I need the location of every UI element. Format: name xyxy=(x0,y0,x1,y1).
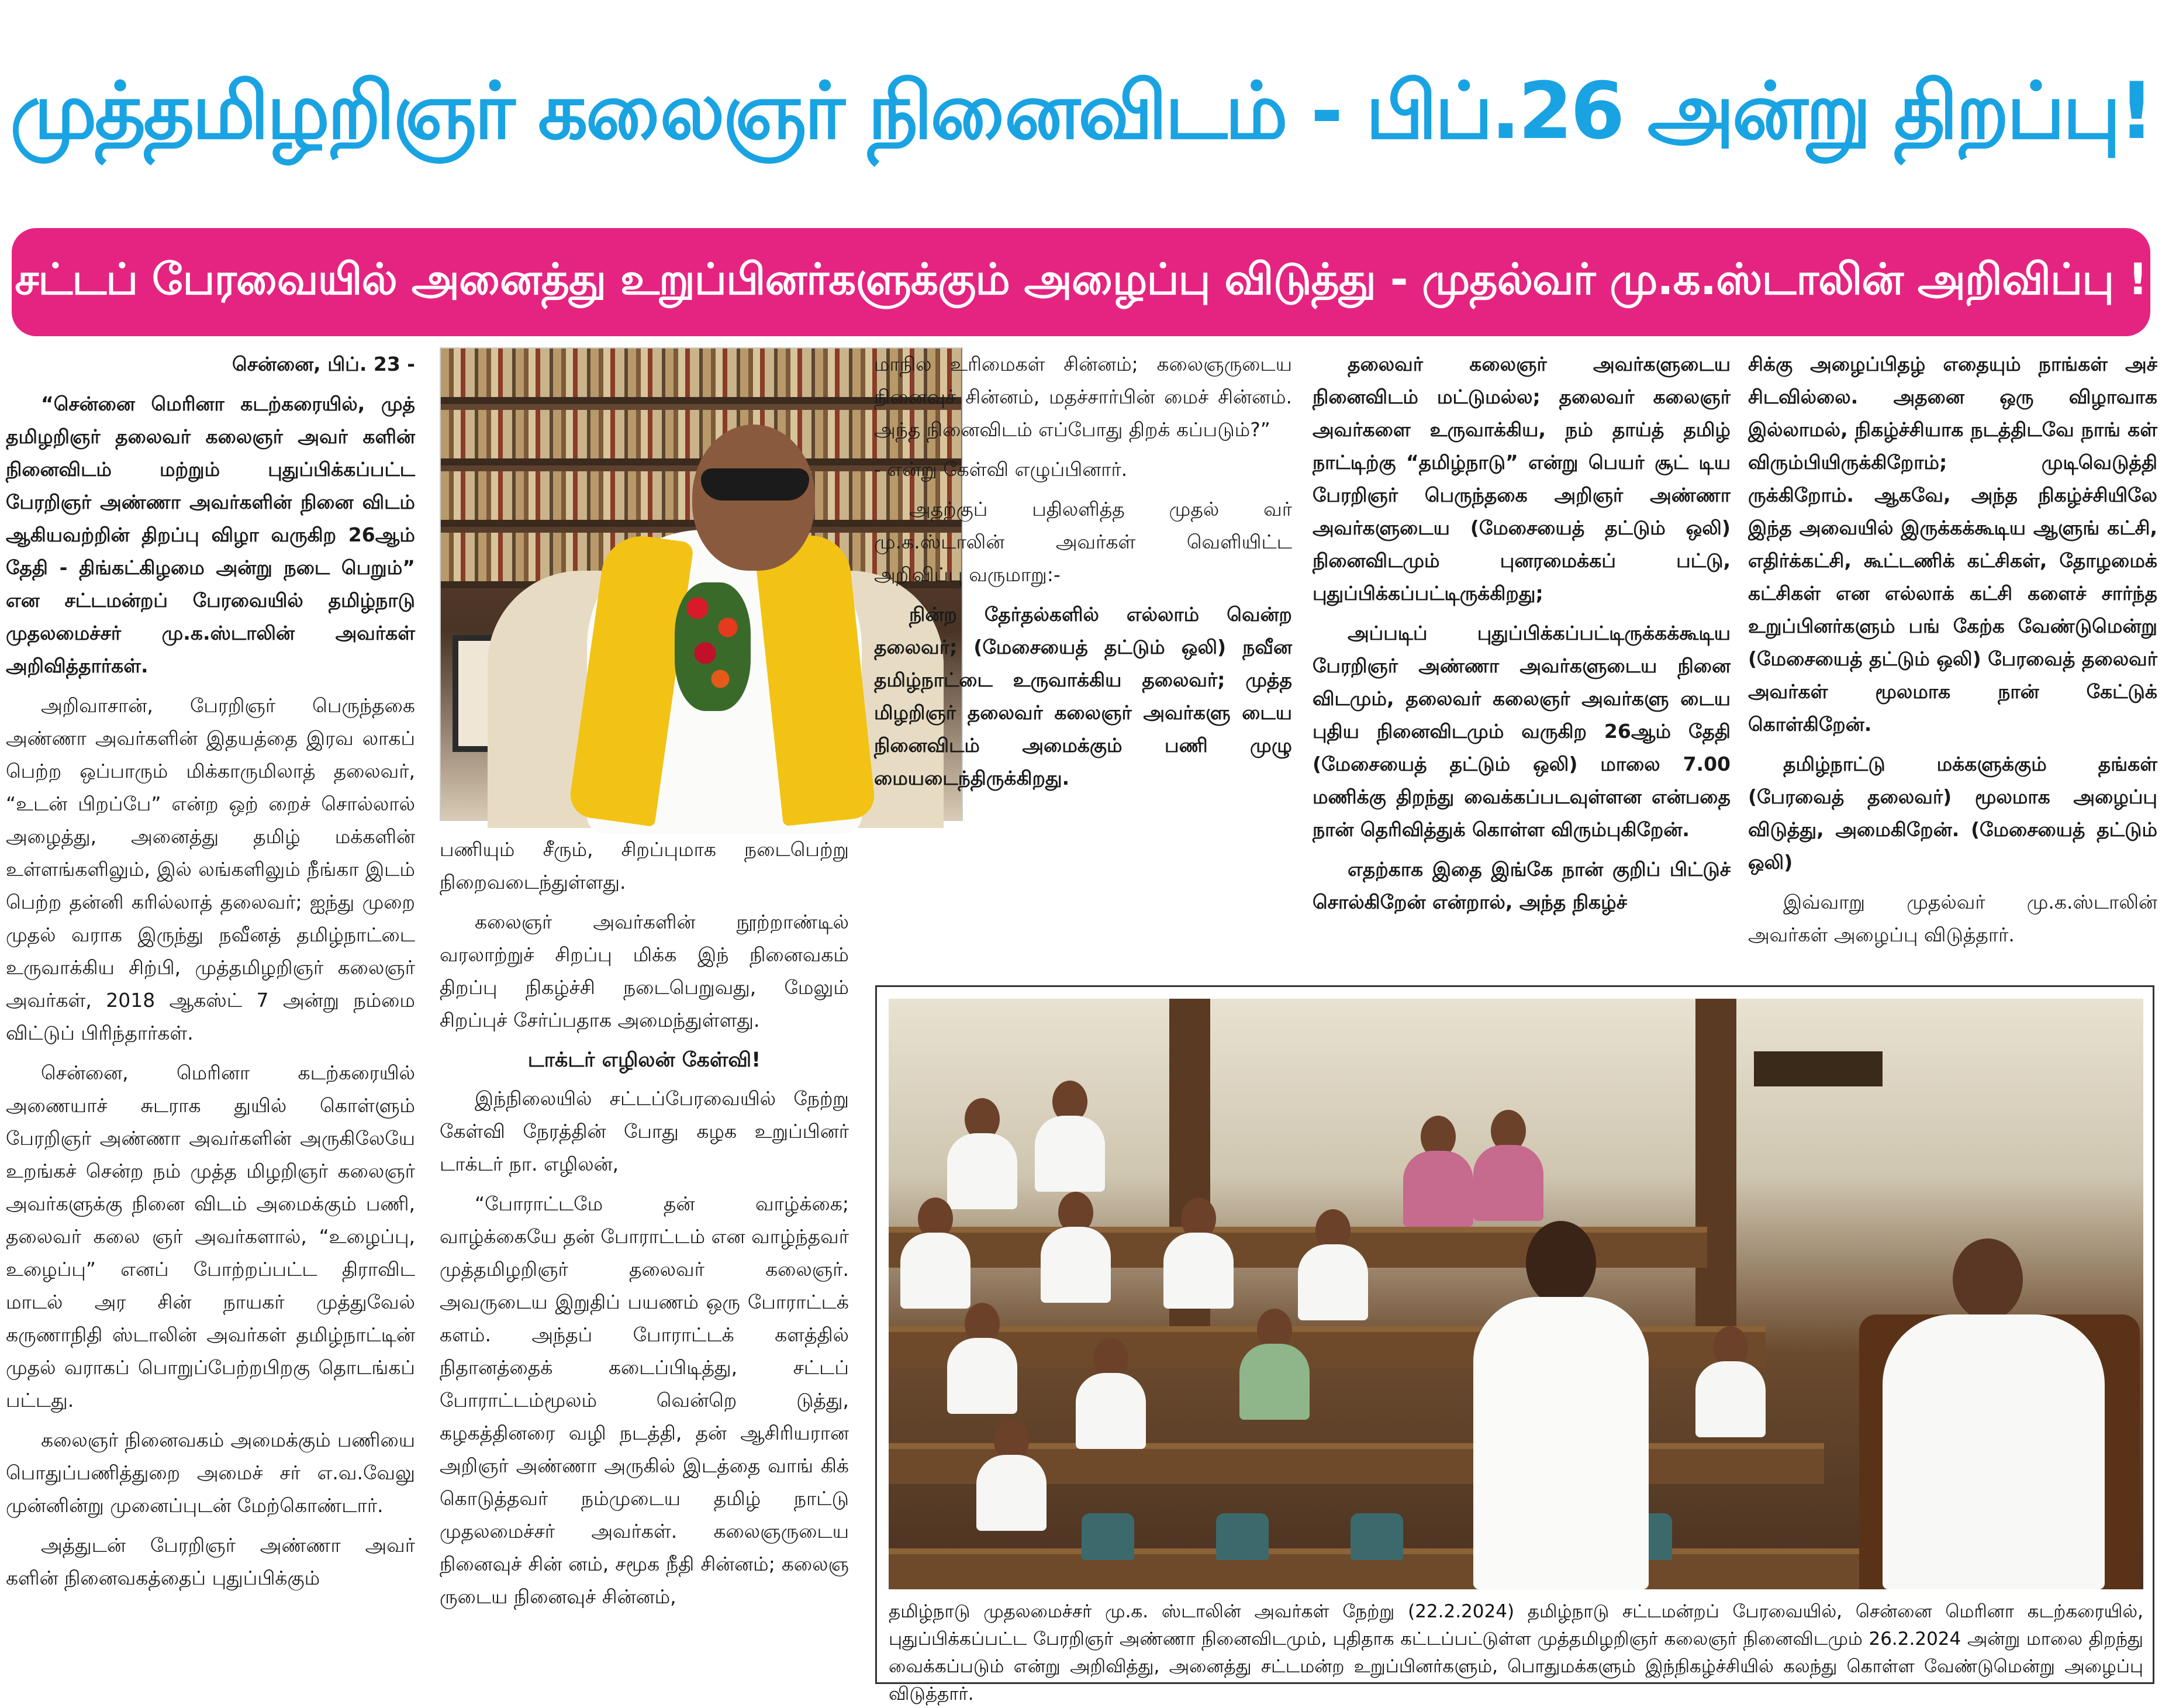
paragraph: அப்படிப் புதுப்பிக்கப்பட்டிருக்கக்கூடிய பேரறிஞர் அண்ணா அவர்களுடைய நினை விடமும், தலைவர் கலைஞர் அவர்களு டைய புதிய நினைவிடமும் வருகிற 26ஆம் தேதி (மேசையைத் தட்டும் ஒலி) மாலை 7.00 மணிக்கு திறந்து வைக்கப்படவுள்ளன என்பதை நான் தெரிவித்துக் கொள்ள விரும்புகிறேன். xyxy=(1313,622,1731,841)
lead-paragraph: “சென்னை மெரினா கடற்கரையில், முத் தமிழறிஞர் தலைவர் கலைஞர் அவர் களின் நினைவிடம் மற்றும் புதுப்பிக்கப்பட்ட பேரறிஞர் அண்ணா அவர்களின் நினை விடம் ஆகியவற்றின் திறப்பு விழா வருகிற 26ஆம் தேதி - திங்கட்கிழமை அன்று நடை பெறும்” என சட்டமன்றப் பேரவையில் தமிழ்நாடு முதலமைச்சர் மு.க.ஸ்டாலின் அவர்கள் அறிவித்தார்கள். xyxy=(6,392,415,677)
paragraph: கலைஞர் அவர்களின் நூற்றாண்டில் வரலாற்றுச் சிறப்பு மிக்க இந் நினைவகம் திறப்பு நிகழ்ச்சி நடைபெறுவது, மேலும் சிறப்புச் சேர்ப்பதாக அமைந்துள்ளது. xyxy=(440,910,849,1031)
paragraph: தமிழ்நாட்டு மக்களுக்கும் தங்கள் (பேரவைத் தலைவர்) மூலமாக அழைப்பு விடுத்து, அமைகிறேன். (மேசையைத் தட்டும் ஒலி) xyxy=(1748,753,2157,874)
sub-heading: டாக்டர் எழிலன் கேள்வி! xyxy=(527,1048,761,1072)
paragraph: இந்நிலையில் சட்டப்பேரவையில் நேற்று கேள்வி நேரத்தின் போது கழக உறுப்பினர் டாக்டர் நா. எழிலன், xyxy=(440,1087,849,1175)
paragraph: சிக்கு அழைப்பிதழ் எதையும் நாங்கள் அச் சிடவில்லை. அதனை ஒரு விழாவாக இல்லாமல், நிகழ்ச்சியாக நடத்திடவே நாங் கள் விரும்பியிருக்கிறோம்; முடிவெடுத்தி ருக்கிறோம். ஆகவே, அந்த நிகழ்ச்சியிலே இந்த அவையில் இருக்கக்கூடிய ஆளுங் கட்சி, எதிர்க்கட்சி, கூட்டணிக் கட்சிகள், தோழமைக் கட்சிகள் என எல்லாக் கட்சி களைச் சார்ந்த உறுப்பினர்களும் பங் கேற்க வேண்டுமென்று (மேசையைத் தட்டும் ஒலி) பேரவைத் தலைவர் அவர்கள் மூலமாக நான் கேட்டுக் கொள்கிறேன். xyxy=(1748,353,2157,736)
paragraph: மாநில உரிமைகள் சின்னம்; கலைஞருடைய நினைவுச் சின்னம், மதச்சார்பின் மைச் சின்னம். அந்த நினைவிடம் எப்போது திறக் கப்படும்?” xyxy=(874,353,1292,441)
sunglasses xyxy=(701,468,809,501)
article-column-1 xyxy=(6,348,415,1681)
subheadline-banner: சட்டப் பேரவையில் அனைத்து உறுப்பினர்களுக்கும் அழைப்பு விடுத்து - முதல்வர் மு.க.ஸ்டாலின் அறிவிப்பு ! xyxy=(12,228,2150,336)
photo-caption: தமிழ்நாடு முதலமைச்சர் மு.க. ஸ்டாலின் அவர்கள் நேற்று (22.2.2024) தமிழ்நாடு சட்டமன்றப் பேரவையில், சென்னை மெரினா கடற்கரையில், புதுப்பிக்கப்பட்ட பேரறிஞர் அண்ணா நினைவிடமும், புதிதாக கட்டப்பட்டுள்ள முத்தமிழறிஞர் கலைஞர் நினைவிடமும் 26.2.2024 அன்று மாலை திறந்து வைக்கப்படும் என்று அறிவித்து, அனைத்து சட்டமன்ற உறுப்பினர்களும், பொதுமக்களும் இந்நிகழ்ச்சியில் கலந்து கொள்ள வேண்டுமென்று அழைப்பு விடுத்தார். xyxy=(889,1601,2143,1704)
article-column-4 xyxy=(1313,348,1731,971)
quote-paragraph: “போராட்டமே தன் வாழ்க்கை; வாழ்க்கையே தன் போராட்டம் என வாழ்ந்தவர் முத்தமிழறிஞர் தலைவர் கலைஞர். அவருடைய இறுதிப் பயணம் ஒரு போராட்டக் களம். அந்தப் போராட்டக் களத்தில் நிதானத்தைக் கடைப்பிடித்து, சட்டப் போராட்டம்மூலம் வென்றெ டுத்து, கழகத்தினரை வழி நடத்தி, தன் ஆசிரியரான அறிஞர் அண்ணா அருகில் இடத்தை வாங் கிக் கொடுத்தவர் நம்முடைய தமிழ் நாட்டு முதலமைச்சர் அவர்கள். கலைஞருடைய நினைவுச் சின் னம், சமூக நீதி சின்னம்; கலைஞ ருடைய நினைவுச் சின்னம், xyxy=(440,1192,849,1608)
assembly-photo-box xyxy=(875,985,2154,1704)
paragraph: அதற்குப் பதிலளித்த முதல் வர் மு.க.ஸ்டாலின் அவர்கள் வெளியிட்ட அறிவிப்பு வருமாறு:- xyxy=(874,498,1292,586)
flower-bouquet xyxy=(675,582,751,711)
article-column-2 xyxy=(440,833,849,1681)
article-column-5 xyxy=(1748,348,2157,971)
dateline: சென்னை, பிப். 23 - xyxy=(232,353,415,375)
paragraph: - என்று கேள்வி எழுப்பினார். xyxy=(874,458,1128,481)
paragraph: தலைவர் கலைஞர் அவர்களுடைய நினைவிடம் மட்டுமல்ல; தலைவர் கலைஞர் அவர்களை உருவாக்கிய, நம் தாய்த் தமிழ் நாட்டிற்கு “தமிழ்நாடு” என்று பெயர் சூட் டிய பேரறிஞர் பெருந்தகை அறிஞர் அண்ணா அவர்களுடைய (மேசையைத் தட்டும் ஒலி) நினைவிடமும் புனரமைக்கப் பட்டு, புதுப்பிக்கப்பட்டிருக்கிறது; xyxy=(1313,353,1731,605)
wall-sign xyxy=(1754,1051,1883,1086)
article-column-3 xyxy=(874,348,1292,971)
speaking-person xyxy=(1473,1221,1649,1589)
paragraph: பணியும் சீரும், சிறப்புமாக நடைபெற்று நிறைவடைந்துள்ளது. xyxy=(440,838,849,893)
paragraph: அத்துடன் பேரறிஞர் அண்ணா அவர் களின் நினைவகத்தைப் புதுப்பிக்கும் xyxy=(6,1534,415,1589)
paragraph: கலைஞர் நினைவகம் அமைக்கும் பணியை பொதுப்பணித்துறை அமைச் சர் எ.வ.வேலு முன்னின்று முனைப்புடன் மேற்கொண்டார். xyxy=(6,1428,415,1517)
photo-assembly xyxy=(889,999,2143,1589)
paragraph: நின்ற தேர்தல்களில் எல்லாம் வென்ற தலைவர்; (மேசையைத் தட்டும் ஒலி) நவீன தமிழ்நாட்டை உருவாக்கிய தலைவர்; முத்த மிழறிஞர் தலைவர் கலைஞர் அவர்களு டைய நினைவிடம் அமைக்கும் பணி முழு மையடைந்திருக்கிறது. xyxy=(874,603,1292,789)
paragraph: அறிவாசான், பேரறிஞர் பெருந்தகை அண்ணா அவர்களின் இதயத்தை இரவ லாகப் பெற்ற ஒப்பாரும் மிக்காருமிலாத் தலைவர், “உடன் பிறப்பே” என்ற ஒற் றைச் சொல்லால் அழைத்து, அனைத்து தமிழ் மக்களின் உள்ளங்களிலும், இல் லங்களிலும் நீங்கா இடம் பெற்ற தன்னி கரில்லாத் தலைவர்; ஐந்து முறை முதல் வராக இருந்து நவீனத் தமிழ்நாட்டை உருவாக்கிய சிற்பி, முத்தமிழறிஞர் கலைஞர் அவர்கள், 2018 ஆகஸ்ட் 7 அன்று நம்மை விட்டுப் பிரிந்தார்கள். xyxy=(6,694,415,1044)
paragraph: சென்னை, மெரினா கடற்கரையில் அணையாச் சுடராக துயில் கொள்ளும் பேரறிஞர் அண்ணா அவர்களின் அருகிலேயே உறங்கச் சென்ற நம் முத்த மிழறிஞர் கலைஞர் அவர்களுக்கு நினை விடம் அமைக்கும் பணி, தலைவர் கலை ஞர் அவர்களால், “உழைப்பு, உழைப்பு” எனப் போற்றப்பட்ட திராவிட மாடல் அர சின் நாயகர் முத்துவேல் கருணாநிதி ஸ்டாலின் அவர்கள் தமிழ்நாட்டின் முதல் வராகப் பொறுப்பேற்றபிறகு தொடங்கப் பட்டது. xyxy=(6,1061,415,1412)
headline: முத்தமிழறிஞர் கலைஞர் நினைவிடம் - பிப்.26 அன்று திறப்பு! xyxy=(10,65,2152,157)
paragraph: எதற்காக இதை இங்கே நான் குறிப் பிட்டுச் சொல்கிறேன் என்றால், அந்த நிகழ்ச் xyxy=(1313,858,1731,913)
seated-speaker xyxy=(1883,1238,2105,1589)
paragraph: இவ்வாறு முதல்வர் மு.க.ஸ்டாலின் அவர்கள் அழைப்பு விடுத்தார். xyxy=(1748,891,2157,946)
